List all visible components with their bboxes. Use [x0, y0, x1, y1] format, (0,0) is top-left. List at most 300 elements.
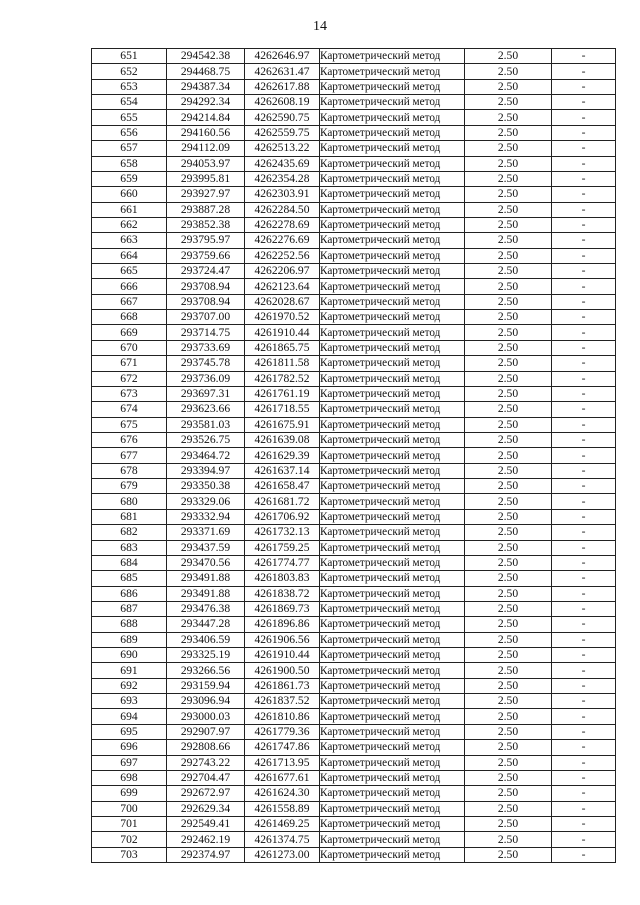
y-coordinate-cell: 4261838.72 [245, 586, 320, 601]
accuracy-cell: 2.50 [465, 479, 552, 494]
table-row [92, 141, 616, 156]
x-coordinate-cell: 293745.78 [167, 356, 245, 371]
method-cell: Картометрический метод [320, 233, 465, 248]
table-row [92, 125, 616, 140]
method-cell: Картометрический метод [320, 49, 465, 64]
y-coordinate-cell: 4262590.75 [245, 110, 320, 125]
note-cell: - [552, 724, 616, 739]
accuracy-cell: 2.50 [465, 694, 552, 709]
table-row [92, 509, 616, 524]
accuracy-cell: 2.50 [465, 325, 552, 340]
coordinates-table [91, 48, 616, 863]
y-coordinate-cell: 4261761.19 [245, 386, 320, 401]
method-cell: Картометрический метод [320, 663, 465, 678]
table-row [92, 525, 616, 540]
coordinates-table-body [92, 49, 616, 863]
note-cell: - [552, 310, 616, 325]
x-coordinate-cell: 292672.97 [167, 786, 245, 801]
table-row [92, 279, 616, 294]
point-number-cell: 672 [92, 371, 167, 386]
accuracy-cell: 2.50 [465, 525, 552, 540]
method-cell: Картометрический метод [320, 755, 465, 770]
method-cell: Картометрический метод [320, 525, 465, 540]
y-coordinate-cell: 4262435.69 [245, 156, 320, 171]
accuracy-cell: 2.50 [465, 294, 552, 309]
note-cell: - [552, 402, 616, 417]
point-number-cell: 651 [92, 49, 167, 64]
note-cell: - [552, 601, 616, 616]
method-cell: Картометрический метод [320, 279, 465, 294]
table-row [92, 601, 616, 616]
x-coordinate-cell: 293736.09 [167, 371, 245, 386]
table-row [92, 678, 616, 693]
x-coordinate-cell: 293759.66 [167, 248, 245, 263]
method-cell: Картометрический метод [320, 187, 465, 202]
point-number-cell: 667 [92, 294, 167, 309]
note-cell: - [552, 340, 616, 355]
accuracy-cell: 2.50 [465, 724, 552, 739]
table-row [92, 479, 616, 494]
accuracy-cell: 2.50 [465, 279, 552, 294]
accuracy-cell: 2.50 [465, 709, 552, 724]
table-row [92, 356, 616, 371]
y-coordinate-cell: 4262354.28 [245, 171, 320, 186]
y-coordinate-cell: 4261637.14 [245, 463, 320, 478]
accuracy-cell: 2.50 [465, 755, 552, 770]
point-number-cell: 697 [92, 755, 167, 770]
x-coordinate-cell: 293266.56 [167, 663, 245, 678]
note-cell: - [552, 325, 616, 340]
y-coordinate-cell: 4261732.13 [245, 525, 320, 540]
method-cell: Картометрический метод [320, 816, 465, 831]
x-coordinate-cell: 293697.31 [167, 386, 245, 401]
table-row [92, 724, 616, 739]
point-number-cell: 655 [92, 110, 167, 125]
accuracy-cell: 2.50 [465, 463, 552, 478]
note-cell: - [552, 755, 616, 770]
note-cell: - [552, 571, 616, 586]
table-row [92, 340, 616, 355]
y-coordinate-cell: 4261779.36 [245, 724, 320, 739]
table-row [92, 648, 616, 663]
y-coordinate-cell: 4261658.47 [245, 479, 320, 494]
x-coordinate-cell: 294053.97 [167, 156, 245, 171]
x-coordinate-cell: 292808.66 [167, 740, 245, 755]
accuracy-cell: 2.50 [465, 110, 552, 125]
method-cell: Картометрический метод [320, 571, 465, 586]
method-cell: Картометрический метод [320, 417, 465, 432]
page-number: 14 [313, 19, 327, 34]
method-cell: Картометрический метод [320, 463, 465, 478]
method-cell: Картометрический метод [320, 125, 465, 140]
table-row [92, 110, 616, 125]
accuracy-cell: 2.50 [465, 509, 552, 524]
x-coordinate-cell: 293491.88 [167, 586, 245, 601]
x-coordinate-cell: 292549.41 [167, 816, 245, 831]
table-row [92, 202, 616, 217]
accuracy-cell: 2.50 [465, 187, 552, 202]
x-coordinate-cell: 294468.75 [167, 64, 245, 79]
method-cell: Картометрический метод [320, 371, 465, 386]
accuracy-cell: 2.50 [465, 571, 552, 586]
method-cell: Картометрический метод [320, 356, 465, 371]
y-coordinate-cell: 4261639.08 [245, 432, 320, 447]
table-row [92, 79, 616, 94]
note-cell: - [552, 294, 616, 309]
point-number-cell: 675 [92, 417, 167, 432]
note-cell: - [552, 555, 616, 570]
y-coordinate-cell: 4261906.56 [245, 632, 320, 647]
y-coordinate-cell: 4262284.50 [245, 202, 320, 217]
x-coordinate-cell: 293581.03 [167, 417, 245, 432]
point-number-cell: 670 [92, 340, 167, 355]
accuracy-cell: 2.50 [465, 617, 552, 632]
x-coordinate-cell: 293371.69 [167, 525, 245, 540]
x-coordinate-cell: 293476.38 [167, 601, 245, 616]
point-number-cell: 686 [92, 586, 167, 601]
method-cell: Картометрический метод [320, 448, 465, 463]
table-row [92, 248, 616, 263]
x-coordinate-cell: 292462.19 [167, 832, 245, 847]
note-cell: - [552, 264, 616, 279]
point-number-cell: 699 [92, 786, 167, 801]
accuracy-cell: 2.50 [465, 586, 552, 601]
x-coordinate-cell: 293000.03 [167, 709, 245, 724]
note-cell: - [552, 202, 616, 217]
note-cell: - [552, 79, 616, 94]
table-row [92, 49, 616, 64]
y-coordinate-cell: 4261900.50 [245, 663, 320, 678]
table-row [92, 264, 616, 279]
accuracy-cell: 2.50 [465, 740, 552, 755]
method-cell: Картометрический метод [320, 79, 465, 94]
x-coordinate-cell: 293887.28 [167, 202, 245, 217]
accuracy-cell: 2.50 [465, 678, 552, 693]
x-coordinate-cell: 293714.75 [167, 325, 245, 340]
accuracy-cell: 2.50 [465, 448, 552, 463]
x-coordinate-cell: 292907.97 [167, 724, 245, 739]
y-coordinate-cell: 4261774.77 [245, 555, 320, 570]
y-coordinate-cell: 4262028.67 [245, 294, 320, 309]
accuracy-cell: 2.50 [465, 264, 552, 279]
accuracy-cell: 2.50 [465, 202, 552, 217]
note-cell: - [552, 49, 616, 64]
y-coordinate-cell: 4261624.30 [245, 786, 320, 801]
method-cell: Картометрический метод [320, 832, 465, 847]
accuracy-cell: 2.50 [465, 64, 552, 79]
note-cell: - [552, 770, 616, 785]
method-cell: Картометрический метод [320, 310, 465, 325]
table-row [92, 770, 616, 785]
accuracy-cell: 2.50 [465, 786, 552, 801]
x-coordinate-cell: 292374.97 [167, 847, 245, 862]
point-number-cell: 666 [92, 279, 167, 294]
accuracy-cell: 2.50 [465, 832, 552, 847]
accuracy-cell: 2.50 [465, 233, 552, 248]
x-coordinate-cell: 293995.81 [167, 171, 245, 186]
note-cell: - [552, 187, 616, 202]
method-cell: Картометрический метод [320, 340, 465, 355]
note-cell: - [552, 786, 616, 801]
note-cell: - [552, 141, 616, 156]
point-number-cell: 679 [92, 479, 167, 494]
y-coordinate-cell: 4261759.25 [245, 540, 320, 555]
x-coordinate-cell: 293491.88 [167, 571, 245, 586]
point-number-cell: 684 [92, 555, 167, 570]
method-cell: Картометрический метод [320, 847, 465, 862]
point-number-cell: 665 [92, 264, 167, 279]
point-number-cell: 668 [92, 310, 167, 325]
note-cell: - [552, 540, 616, 555]
note-cell: - [552, 832, 616, 847]
x-coordinate-cell: 293927.97 [167, 187, 245, 202]
accuracy-cell: 2.50 [465, 494, 552, 509]
point-number-cell: 700 [92, 801, 167, 816]
method-cell: Картометрический метод [320, 248, 465, 263]
x-coordinate-cell: 293707.00 [167, 310, 245, 325]
note-cell: - [552, 678, 616, 693]
point-number-cell: 664 [92, 248, 167, 263]
point-number-cell: 674 [92, 402, 167, 417]
method-cell: Картометрический метод [320, 540, 465, 555]
x-coordinate-cell: 293325.19 [167, 648, 245, 663]
table-row [92, 463, 616, 478]
method-cell: Картометрический метод [320, 709, 465, 724]
x-coordinate-cell: 293159.94 [167, 678, 245, 693]
note-cell: - [552, 740, 616, 755]
table-row [92, 571, 616, 586]
x-coordinate-cell: 293526.75 [167, 432, 245, 447]
point-number-cell: 692 [92, 678, 167, 693]
accuracy-cell: 2.50 [465, 601, 552, 616]
point-number-cell: 659 [92, 171, 167, 186]
table-row [92, 325, 616, 340]
method-cell: Картометрический метод [320, 509, 465, 524]
table-row [92, 448, 616, 463]
table-row [92, 294, 616, 309]
point-number-cell: 690 [92, 648, 167, 663]
y-coordinate-cell: 4262278.69 [245, 217, 320, 232]
y-coordinate-cell: 4261558.89 [245, 801, 320, 816]
table-row [92, 310, 616, 325]
method-cell: Картометрический метод [320, 617, 465, 632]
method-cell: Картометрический метод [320, 217, 465, 232]
accuracy-cell: 2.50 [465, 417, 552, 432]
y-coordinate-cell: 4261747.86 [245, 740, 320, 755]
method-cell: Картометрический метод [320, 632, 465, 647]
method-cell: Картометрический метод [320, 479, 465, 494]
method-cell: Картометрический метод [320, 402, 465, 417]
method-cell: Картометрический метод [320, 171, 465, 186]
table-row [92, 417, 616, 432]
table-row [92, 64, 616, 79]
y-coordinate-cell: 4262608.19 [245, 95, 320, 110]
point-number-cell: 702 [92, 832, 167, 847]
table-row [92, 740, 616, 755]
note-cell: - [552, 525, 616, 540]
note-cell: - [552, 709, 616, 724]
note-cell: - [552, 110, 616, 125]
note-cell: - [552, 694, 616, 709]
table-row [92, 540, 616, 555]
y-coordinate-cell: 4261681.72 [245, 494, 320, 509]
point-number-cell: 661 [92, 202, 167, 217]
note-cell: - [552, 432, 616, 447]
point-number-cell: 677 [92, 448, 167, 463]
table-row [92, 171, 616, 186]
y-coordinate-cell: 4262559.75 [245, 125, 320, 140]
note-cell: - [552, 156, 616, 171]
accuracy-cell: 2.50 [465, 402, 552, 417]
method-cell: Картометрический метод [320, 141, 465, 156]
point-number-cell: 695 [92, 724, 167, 739]
x-coordinate-cell: 293724.47 [167, 264, 245, 279]
point-number-cell: 696 [92, 740, 167, 755]
point-number-cell: 671 [92, 356, 167, 371]
y-coordinate-cell: 4262206.97 [245, 264, 320, 279]
point-number-cell: 685 [92, 571, 167, 586]
accuracy-cell: 2.50 [465, 49, 552, 64]
note-cell: - [552, 847, 616, 862]
x-coordinate-cell: 293623.66 [167, 402, 245, 417]
y-coordinate-cell: 4261469.25 [245, 816, 320, 831]
table-row [92, 432, 616, 447]
table-row [92, 617, 616, 632]
accuracy-cell: 2.50 [465, 847, 552, 862]
point-number-cell: 657 [92, 141, 167, 156]
note-cell: - [552, 95, 616, 110]
accuracy-cell: 2.50 [465, 801, 552, 816]
accuracy-cell: 2.50 [465, 540, 552, 555]
table-row [92, 555, 616, 570]
note-cell: - [552, 632, 616, 647]
x-coordinate-cell: 293447.28 [167, 617, 245, 632]
method-cell: Картометрический метод [320, 648, 465, 663]
accuracy-cell: 2.50 [465, 340, 552, 355]
note-cell: - [552, 125, 616, 140]
y-coordinate-cell: 4261811.58 [245, 356, 320, 371]
note-cell: - [552, 648, 616, 663]
accuracy-cell: 2.50 [465, 125, 552, 140]
x-coordinate-cell: 294387.34 [167, 79, 245, 94]
point-number-cell: 689 [92, 632, 167, 647]
point-number-cell: 663 [92, 233, 167, 248]
point-number-cell: 698 [92, 770, 167, 785]
accuracy-cell: 2.50 [465, 371, 552, 386]
x-coordinate-cell: 293332.94 [167, 509, 245, 524]
x-coordinate-cell: 293394.97 [167, 463, 245, 478]
accuracy-cell: 2.50 [465, 648, 552, 663]
note-cell: - [552, 586, 616, 601]
method-cell: Картометрический метод [320, 770, 465, 785]
method-cell: Картометрический метод [320, 586, 465, 601]
method-cell: Картометрический метод [320, 110, 465, 125]
method-cell: Картометрический метод [320, 156, 465, 171]
y-coordinate-cell: 4261273.00 [245, 847, 320, 862]
note-cell: - [552, 494, 616, 509]
note-cell: - [552, 816, 616, 831]
x-coordinate-cell: 293329.06 [167, 494, 245, 509]
table-row [92, 632, 616, 647]
table-row [92, 847, 616, 862]
method-cell: Картометрический метод [320, 786, 465, 801]
y-coordinate-cell: 4261803.83 [245, 571, 320, 586]
x-coordinate-cell: 293096.94 [167, 694, 245, 709]
y-coordinate-cell: 4261810.86 [245, 709, 320, 724]
y-coordinate-cell: 4261869.73 [245, 601, 320, 616]
method-cell: Картометрический метод [320, 202, 465, 217]
method-cell: Картометрический метод [320, 601, 465, 616]
point-number-cell: 701 [92, 816, 167, 831]
point-number-cell: 658 [92, 156, 167, 171]
x-coordinate-cell: 294112.09 [167, 141, 245, 156]
method-cell: Картометрический метод [320, 555, 465, 570]
y-coordinate-cell: 4261970.52 [245, 310, 320, 325]
table-row [92, 786, 616, 801]
x-coordinate-cell: 294160.56 [167, 125, 245, 140]
accuracy-cell: 2.50 [465, 770, 552, 785]
method-cell: Картометрический метод [320, 801, 465, 816]
x-coordinate-cell: 293852.38 [167, 217, 245, 232]
table-row [92, 586, 616, 601]
x-coordinate-cell: 292743.22 [167, 755, 245, 770]
point-number-cell: 673 [92, 386, 167, 401]
note-cell: - [552, 356, 616, 371]
accuracy-cell: 2.50 [465, 816, 552, 831]
y-coordinate-cell: 4261837.52 [245, 694, 320, 709]
table-row [92, 494, 616, 509]
point-number-cell: 662 [92, 217, 167, 232]
table-row [92, 663, 616, 678]
y-coordinate-cell: 4261629.39 [245, 448, 320, 463]
point-number-cell: 688 [92, 617, 167, 632]
note-cell: - [552, 479, 616, 494]
accuracy-cell: 2.50 [465, 79, 552, 94]
point-number-cell: 682 [92, 525, 167, 540]
y-coordinate-cell: 4261706.92 [245, 509, 320, 524]
x-coordinate-cell: 293733.69 [167, 340, 245, 355]
accuracy-cell: 2.50 [465, 248, 552, 263]
point-number-cell: 656 [92, 125, 167, 140]
note-cell: - [552, 386, 616, 401]
y-coordinate-cell: 4261910.44 [245, 325, 320, 340]
table-row [92, 694, 616, 709]
point-number-cell: 681 [92, 509, 167, 524]
method-cell: Картометрический метод [320, 95, 465, 110]
point-number-cell: 653 [92, 79, 167, 94]
y-coordinate-cell: 4262617.88 [245, 79, 320, 94]
method-cell: Картометрический метод [320, 740, 465, 755]
y-coordinate-cell: 4261718.55 [245, 402, 320, 417]
point-number-cell: 683 [92, 540, 167, 555]
point-number-cell: 703 [92, 847, 167, 862]
note-cell: - [552, 371, 616, 386]
note-cell: - [552, 64, 616, 79]
point-number-cell: 676 [92, 432, 167, 447]
method-cell: Картометрический метод [320, 294, 465, 309]
table-row [92, 233, 616, 248]
point-number-cell: 652 [92, 64, 167, 79]
table-row [92, 832, 616, 847]
y-coordinate-cell: 4261782.52 [245, 371, 320, 386]
y-coordinate-cell: 4262276.69 [245, 233, 320, 248]
table-row [92, 709, 616, 724]
y-coordinate-cell: 4261910.44 [245, 648, 320, 663]
table-row [92, 386, 616, 401]
method-cell: Картометрический метод [320, 386, 465, 401]
point-number-cell: 687 [92, 601, 167, 616]
method-cell: Картометрический метод [320, 432, 465, 447]
